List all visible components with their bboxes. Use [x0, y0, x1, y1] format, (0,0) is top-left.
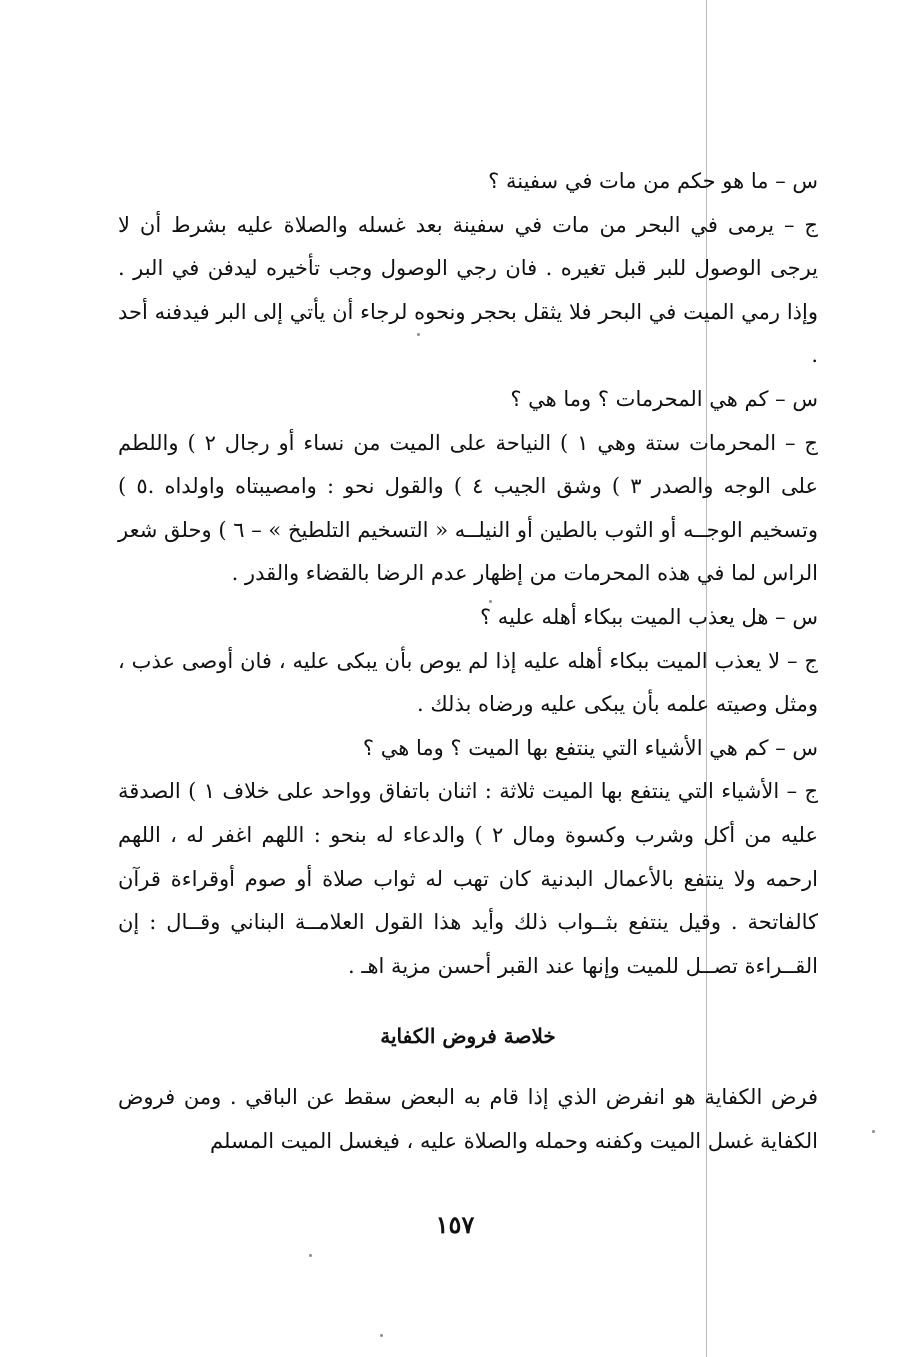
paper-speck [489, 600, 492, 603]
paper-speck [417, 333, 420, 336]
paper-speck [309, 1254, 312, 1257]
closing-paragraph: فرض الكفاية هو انفرض الذي إذا قام به البعض سقط عن الباقي . ومن فروض الكفاية غسل الميت وكفنه وحمله والصلاة عليه ، فيغسل الميت المسلم [118, 1085, 818, 1153]
answer-ship-death: ج – يرمى في البحر من مات في سفينة بعد غسله والصلاة عليه بشرط أن لا يرجى الوصول للبر قبل تغيره . فان رجي الوصول وجب تأخيره ليدفن في البر . وإذا رمي الميت في البحر فلا يثقل بحجر ونحوه لرجاء أن يأتي إلى البر فيدفنه أحد . [118, 212, 818, 368]
paper-speck [872, 1130, 875, 1133]
page-content [118, 160, 818, 1163]
answer-benefits: ج – الأشياء التي ينتفع بها الميت ثلاثة : اثنان باتفاق وواحد على خلاف ١ ) الصدقة عليه من أكل وشرب وكسوة ومال ٢ ) والدعاء له بنحو : اللهم اغفر له ، اللهم ارحمه ولا ينتفع بالأعمال البدنية كان تهب له ثواب صلاة أو صوم أوقراءة قرآن كالفاتحة . وقيل ينتفع بثــواب ذلك وأيد هذا القول العلامــة البناني وقــال : إن القــراءة تصــل للميت وإنها عند القبر أحسن مزية اهـ . [118, 779, 819, 978]
question-weeping: س – هل يعذب الميت ببكاء أهله عليه ؟ [479, 604, 818, 629]
page-number: ١٥٧ [435, 1210, 475, 1239]
answer-prohibitions: ج – المحرمات ستة وهي ١ ) النياحة على الميت من نساء أو رجال ٢ ) واللطم على الوجه والصدر ٣ ) وشق الجيب ٤ ) والقول نحو : وامصيبتاه واولداه .٥ ) وتسخيم الوجــه أو الثوب بالطين أو النيلــه « التسخيم التلطيخ » – ٦ ) وحلق شعر الراس لما في هذه المحرمات من إظهار عدم الرضا بالقضاء والقدر . [118, 430, 819, 586]
answer-weeping: ج – لا يعذب الميت ببكاء أهله عليه إذا لم يوص بأن يبكى عليه ، فان أوصى عذب ، ومثل وصيته علمه بأن يبكى عليه ورضاه بذلك . [118, 648, 818, 717]
question-benefits: س – كم هي الأشياء التي ينتفع بها الميت ؟ وما هي ؟ [362, 735, 818, 760]
question-prohibitions: س – كم هي المحرمات ؟ وما هي ؟ [510, 386, 818, 411]
question-ship-death: س – ما هو حكم من مات في سفينة ؟ [488, 169, 818, 193]
section-heading: خلاصة فروض الكفاية [380, 1024, 556, 1049]
paper-speck [380, 1334, 383, 1337]
